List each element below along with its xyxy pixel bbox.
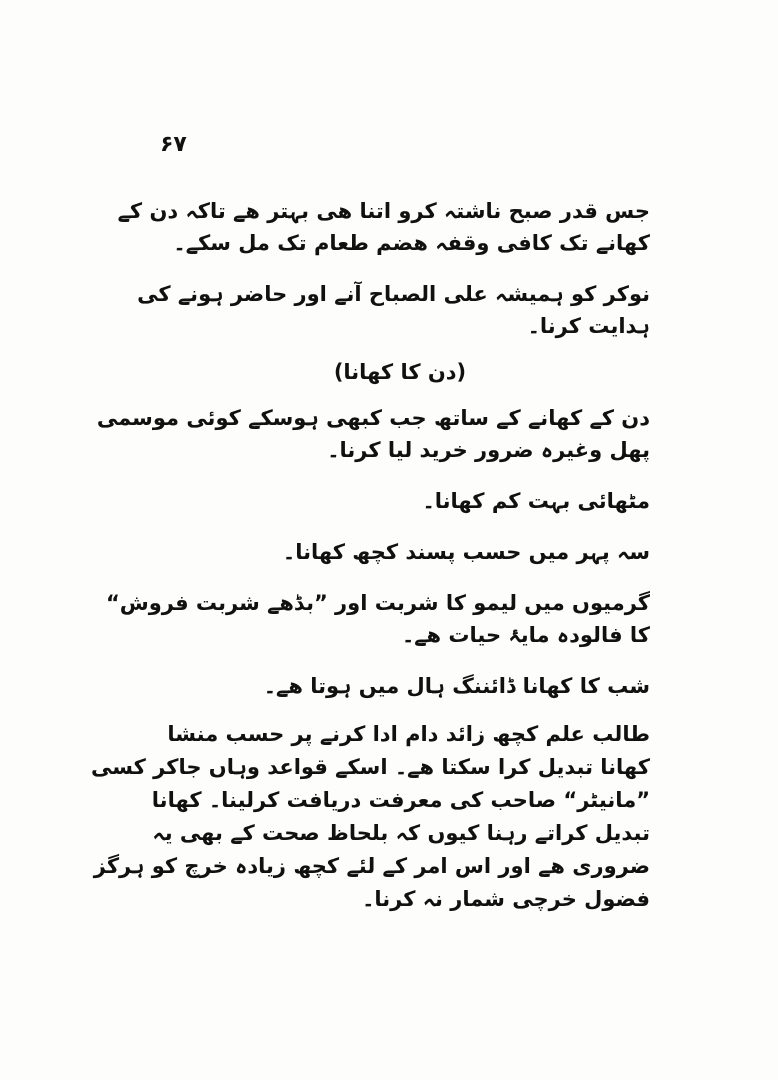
text-line: سہ پہر میں حسب پسند کچھ کھانا۔	[282, 540, 650, 564]
text-line: طالب علم کچھ زائد دام ادا کرنے پر حسب منشا	[167, 722, 650, 746]
text-line: ”مانیٹر“ صاحب کی معرفت دریافت کرلینا۔ کھانا	[151, 788, 650, 812]
paragraph-dinner	[150, 670, 650, 702]
paragraph-afternoon	[150, 536, 650, 568]
paragraph-sweets	[150, 485, 650, 517]
paragraph-meal-change	[91, 718, 650, 916]
page-number: ۶۷	[160, 132, 187, 157]
text-line: دن کے کھانے کے ساتھ جب کبھی ہوسکے کوئی موسمی	[96, 406, 650, 430]
text-line: کا فالودہ مایۂ حیات ھے۔	[401, 623, 650, 647]
text-line: جس قدر صبح ناشتہ کرو اتنا ھی بہتر ھے تاکہ دن کے	[117, 199, 650, 223]
text-line: مٹھائی بہت کم کھانا۔	[422, 489, 650, 513]
text-line: کھانا تبدیل کرا سکتا ھے۔ اسکے قواعد وہاں جاکر کسی	[91, 755, 650, 779]
paragraph-breakfast	[117, 195, 650, 259]
text-line: پھل وغیرہ ضرور خرید لیا کرنا۔	[327, 438, 650, 462]
text-line: شب کا کھانا ڈائننگ ہال میں ہوتا ھے۔	[263, 674, 650, 698]
text-line: تبدیل کراتے رہنا کیوں کہ بلحاظ صحت کے بھی یہ	[152, 821, 650, 845]
text-line: فضول خرچی شمار نہ کرنا۔	[362, 887, 650, 911]
paragraph-lunch-fruit	[96, 402, 650, 466]
paragraph-servant	[137, 278, 650, 342]
paragraph-summer-drinks	[105, 587, 650, 651]
text-line: ضروری ھے اور اس امر کے لئے کچھ زیادہ خرچ کو ہرگز	[93, 854, 650, 878]
text-line: گرمیوں میں لیمو کا شربت اور ”بڈھے شربت فروش“	[105, 591, 650, 615]
section-heading: (دن کا کھانا)	[333, 360, 467, 384]
text-line: ہدایت کرنا۔	[527, 314, 650, 338]
text-line: کھانے تک کافی وقفہ ھضم طعام تک مل سکے۔	[173, 231, 650, 255]
text-line: نوکر کو ہمیشہ علی الصباح آنے اور حاضر ہونے کی	[137, 282, 650, 306]
